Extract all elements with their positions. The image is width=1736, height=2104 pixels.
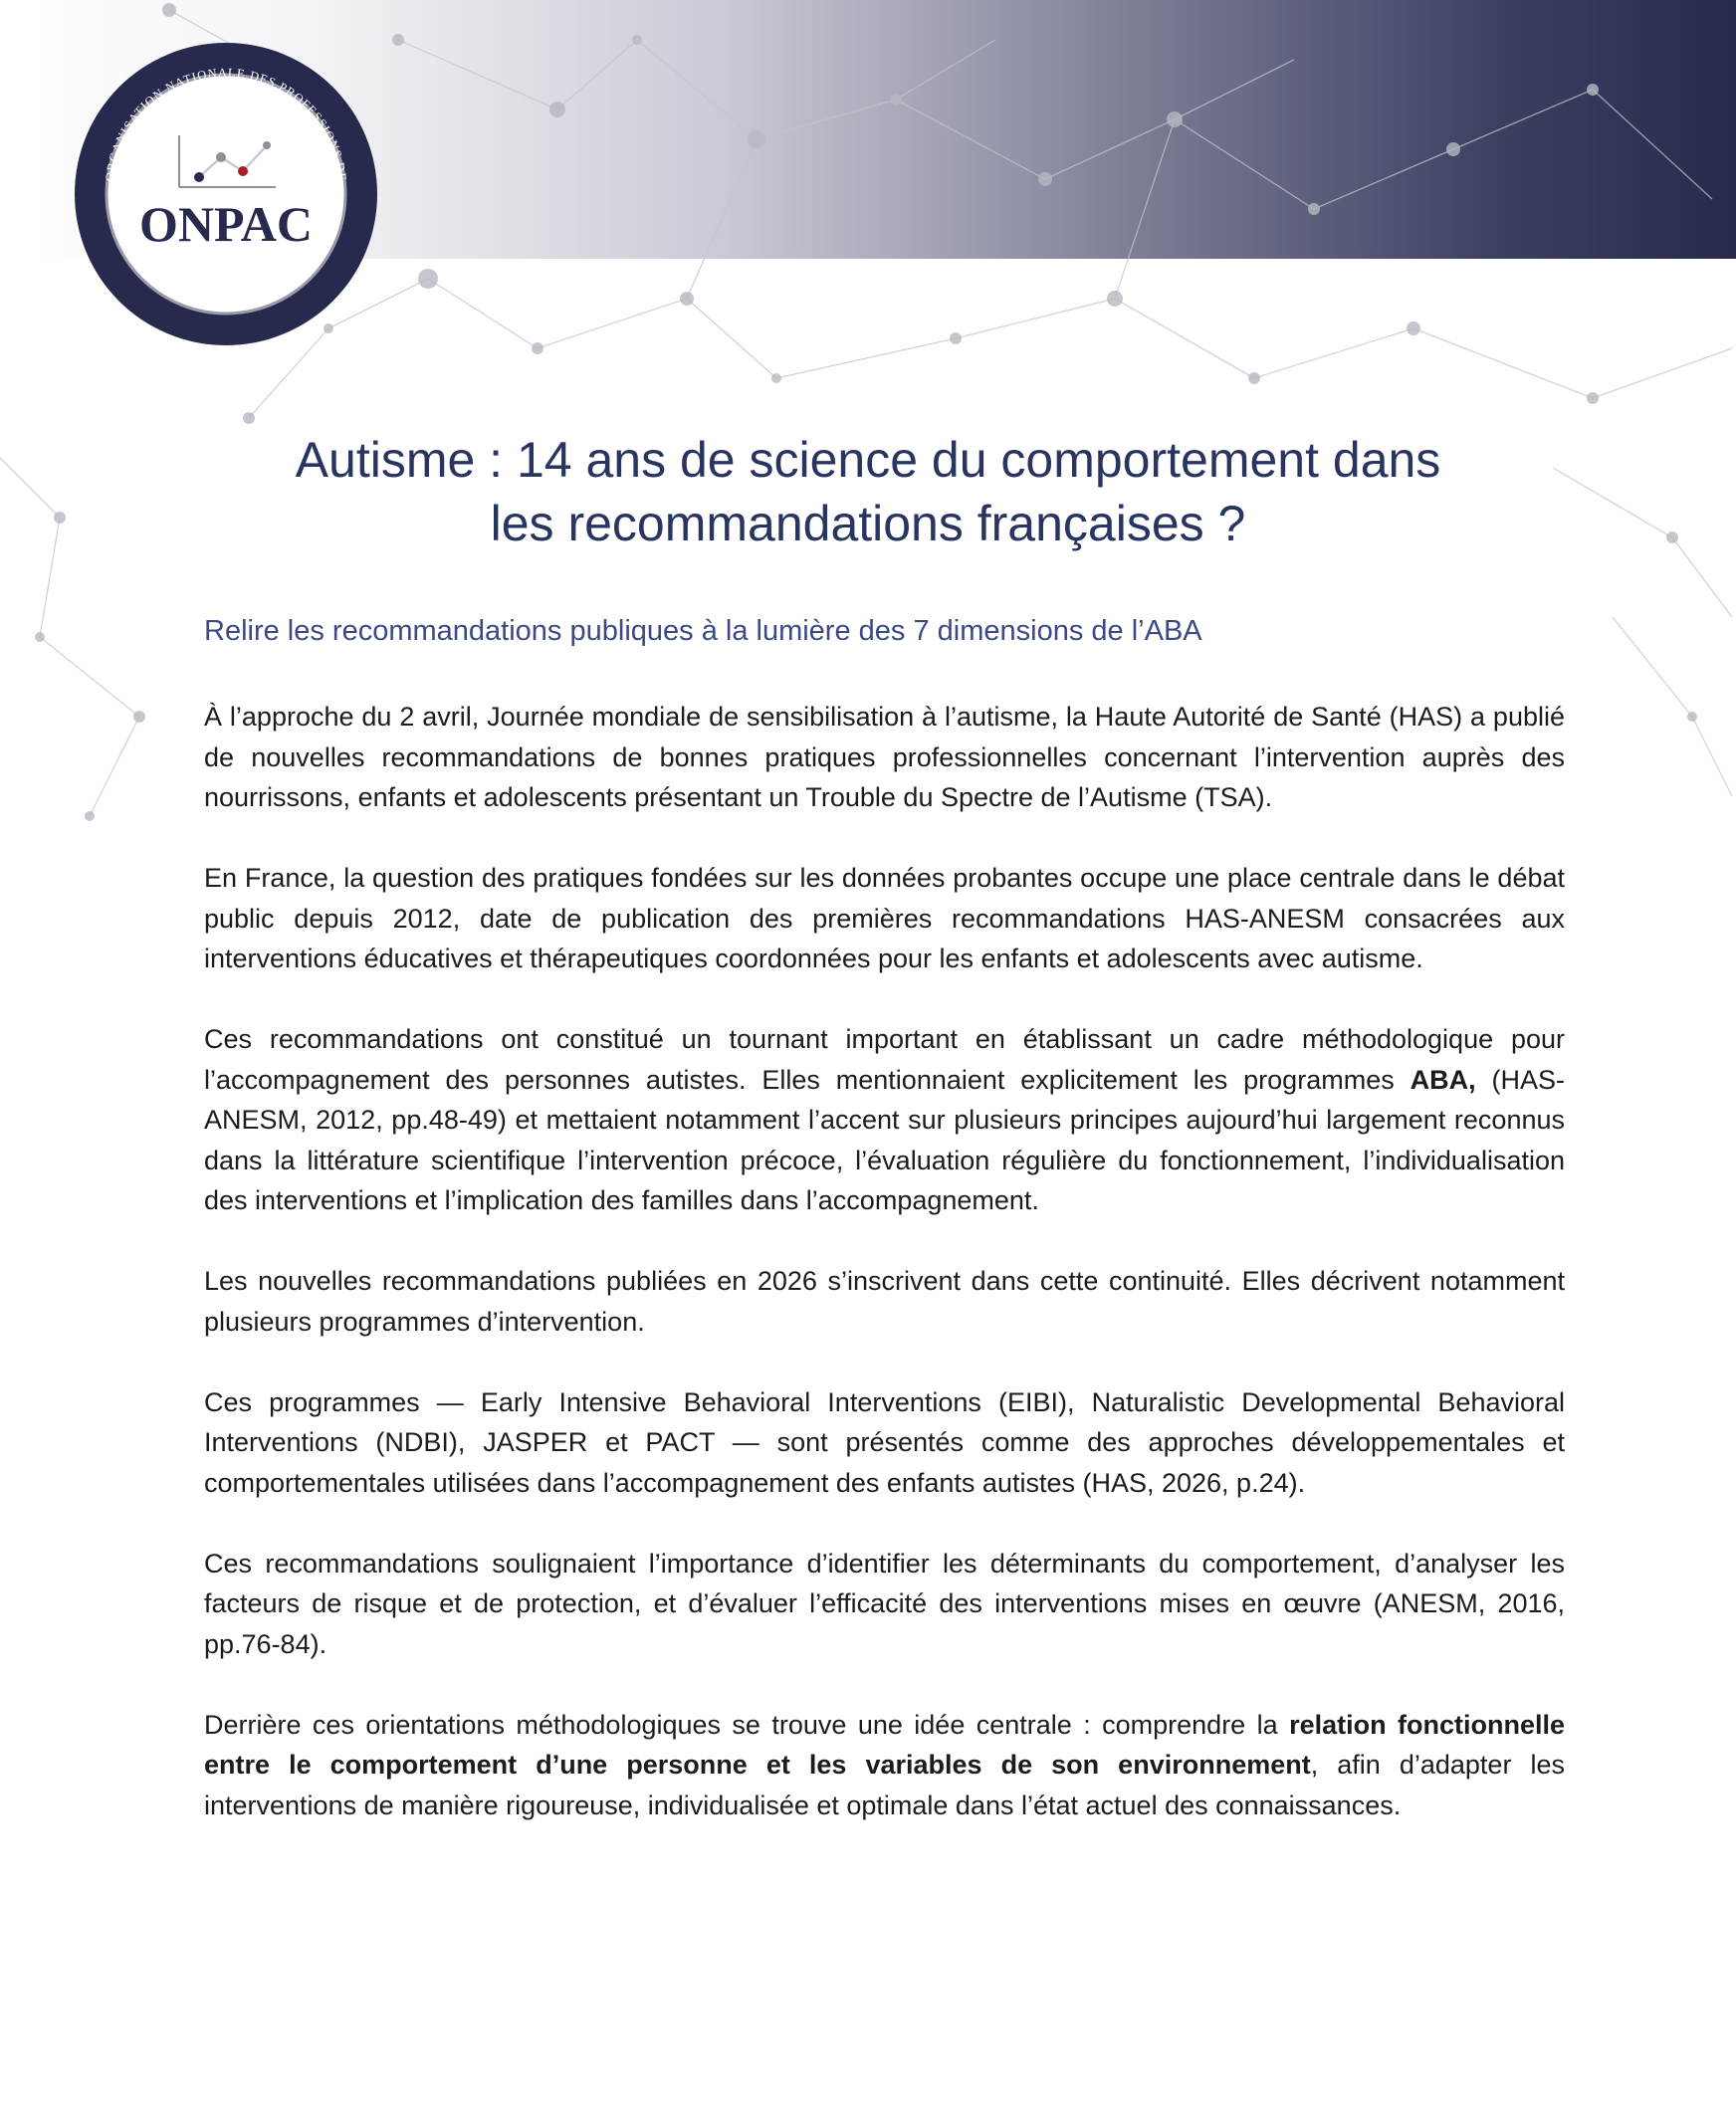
functional-relation-bold: relation fonctionnelle entre le comportement d’une personne et les variables de son environnement bbox=[204, 1709, 1565, 1780]
aba-bold-term: ABA, bbox=[1410, 1064, 1476, 1095]
paragraph-2: En France, la question des pratiques fondées sur les données probantes occupe une place centrale dans le débat public depuis 2012, date de publication des premières recommandations HAS-ANESM consacrées aux interventions éducatives et thérapeutiques coordonnées pour les enfants et adolescents avec autisme. bbox=[204, 863, 1565, 973]
subtitle: Relire les recommandations publiques à la lumière des 7 dimensions de l’ABA bbox=[204, 615, 1202, 647]
logo-brand-text: ONPAC bbox=[138, 196, 314, 252]
logo-arc-text-top: ORGANISATION NATIONALE DES PROFESSIONS DE bbox=[103, 65, 349, 183]
title-line-2: les recommandations françaises ? bbox=[490, 496, 1246, 551]
paragraph-7: Derrière ces orientations méthodologiques se trouve une idée centrale : comprendre la relation fonctionnelle entre le comportement d’une personne et les variables de son environnement, afin d’adapter les interventions de manière rigoureuse, individualisée et optimale dans l’état actuel des connaissances. bbox=[204, 1709, 1565, 1820]
paragraph-6: Ces recommandations soulignaient l’importance d’identifier les déterminants du comportement, d’analyser les facteurs de risque et de protection, et d’évaluer l’efficacité des interventions mises en œuvre (ANESM, 2016, pp.76-84). bbox=[204, 1548, 1565, 1659]
paragraph-3: Ces recommandations ont constitué un tournant important en établissant un cadre méthodologique pour l’accompagnement des personnes autistes. Elles mentionnaient explicitement les programmes ABA, (HAS-ANESM, 2012, pp.48-49) et mettaient notamment l’accent sur plusieurs principes aujourd’hui largement reconnus dans la littérature scientifique l’intervention précoce, l’évaluation régulière du fonctionnement, l’individualisation des interventions et l’implication des familles dans l’accompagnement. bbox=[204, 1024, 1565, 1215]
article-body bbox=[204, 697, 1565, 1866]
paragraph-5: Ces programmes — Early Intensive Behavioral Interventions (EIBI), Naturalistic Developmental Behavioral Interventions (NDBI), JASPER et PACT — sont présentés comme des approches développementales et comportementales utilisées dans l’accompagnement des enfants autistes (HAS, 2026, p.24). bbox=[204, 1386, 1565, 1498]
title-line-1: Autisme : 14 ans de science du comportement dans bbox=[295, 432, 1441, 488]
paragraph-1: À l’approche du 2 avril, Journée mondiale de sensibilisation à l’autisme, la Haute Autorité de Santé (HAS) a publié de nouvelles recommandations de bonnes pratiques professionnelles concernant l’intervention auprès des nourrissons, enfants et adolescents présentant un Trouble du Spectre de l’Autisme (TSA). bbox=[204, 702, 1565, 812]
onpac-logo bbox=[72, 10, 380, 378]
paragraph-4: Les nouvelles recommandations publiées en 2026 s’inscrivent dans cette continuité. Elles décrivent notamment plusieurs programmes d’intervention. bbox=[204, 1266, 1565, 1337]
page-title bbox=[179, 428, 1557, 555]
logo-arc-text-bottom: L'ANALYSE DU COMPORTEMENT bbox=[128, 250, 324, 313]
